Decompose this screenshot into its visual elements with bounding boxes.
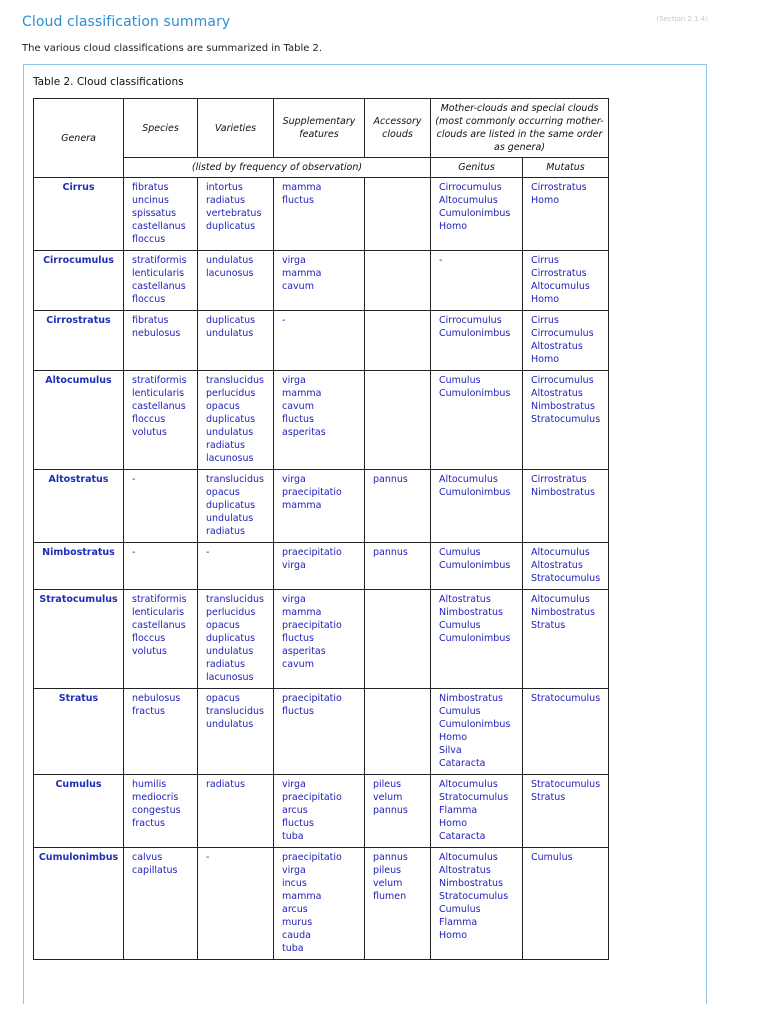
supplementary-item: mamma [282,500,322,511]
genus-cell: Stratus [34,689,124,775]
supplementary-item: incus [282,878,307,889]
species-item: stratiformis [132,594,187,605]
table-row [34,848,609,960]
genitus-item: Cumulonimbus [439,487,511,498]
varieties-item: - [206,852,210,863]
mutatus-item: Cirrocumulus [531,328,594,339]
supplementary-item: arcus [282,904,308,915]
genus-cell: Stratocumulus [34,590,124,689]
mutatus-cell [523,311,609,371]
accessory-item: velum [373,878,403,889]
genus-cell: Altostratus [34,470,124,543]
varieties-item: radiatus [206,440,245,451]
supplementary-cell [274,543,365,590]
species-item: - [132,474,136,485]
varieties-item: radiatus [206,195,245,206]
mutatus-item: Stratocumulus [531,414,601,425]
genitus-item: Cumulonimbus [439,719,511,730]
supplementary-item: mamma [282,182,322,193]
species-cell [124,590,198,689]
supplementary-item: murus [282,917,313,928]
varieties-cell [198,371,274,470]
species-cell [124,371,198,470]
accessory-item: pannus [373,474,408,485]
varieties-item: lacunosus [206,672,254,683]
varieties-item: translucidus [206,594,264,605]
varieties-item: intortus [206,182,243,193]
table-row [34,775,609,848]
species-item: fibratus [132,315,169,326]
genitus-item: Flamma [439,917,478,928]
genitus-item: Cumulus [439,620,481,631]
genitus-item: Cumulonimbus [439,560,511,571]
genitus-item: Cumulonimbus [439,633,511,644]
table-container [33,98,609,960]
mutatus-item: Altostratus [531,388,583,399]
supplementary-item: virga [282,779,306,790]
varieties-item: undulatus [206,646,254,657]
varieties-item: opacus [206,487,240,498]
varieties-item: duplicatus [206,633,256,644]
varieties-cell [198,311,274,371]
table-row [34,311,609,371]
species-cell [124,311,198,371]
genitus-cell [431,470,523,543]
genitus-item: Cataracta [439,758,486,769]
species-cell [124,689,198,775]
genitus-item: Cumulus [439,904,481,915]
mutatus-item: Nimbostratus [531,487,595,498]
accessory-cell [365,543,431,590]
genitus-item: Cumulus [439,547,481,558]
species-item: nebulosus [132,693,181,704]
genitus-cell [431,311,523,371]
mutatus-item: Cirrostratus [531,474,587,485]
header-frequency-note: (listed by frequency of observation) [124,158,431,178]
varieties-item: radiatus [206,659,245,670]
supplementary-item: fluctus [282,414,314,425]
species-item: volutus [132,646,167,657]
table-row [34,371,609,470]
supplementary-item: tuba [282,943,304,954]
genitus-item: Cumulonimbus [439,208,511,219]
mutatus-item: Nimbostratus [531,607,595,618]
species-item: calvus [132,852,163,863]
genitus-item: Nimbostratus [439,607,503,618]
species-item: uncinus [132,195,169,206]
table-row [34,178,609,251]
species-item: castellanus [132,221,186,232]
supplementary-cell [274,689,365,775]
header-mutatus: Mutatus [523,158,609,178]
accessory-item: pannus [373,852,408,863]
supplementary-item: arcus [282,805,308,816]
genitus-item: Cumulus [439,375,481,386]
supplementary-cell [274,178,365,251]
accessory-cell [365,251,431,311]
mutatus-cell [523,590,609,689]
mutatus-item: Altostratus [531,560,583,571]
genus-cell: Cirrus [34,178,124,251]
genitus-item: Silva [439,745,462,756]
supplementary-item: praecipitatio [282,852,342,863]
genus-cell: Nimbostratus [34,543,124,590]
header-varieties: Varieties [198,99,274,158]
mutatus-item: Stratocumulus [531,693,601,704]
varieties-item: radiatus [206,526,245,537]
species-item: floccus [132,234,166,245]
mutatus-item: Altocumulus [531,281,590,292]
supplementary-item: fluctus [282,633,314,644]
genus-cell: Cumulonimbus [34,848,124,960]
accessory-item: pileus [373,865,402,876]
table-row [34,543,609,590]
varieties-item: undulatus [206,255,254,266]
varieties-item: opacus [206,620,240,631]
varieties-item: opacus [206,693,240,704]
varieties-item: undulatus [206,427,254,438]
species-cell [124,251,198,311]
supplementary-item: praecipitatio [282,547,342,558]
supplementary-cell [274,470,365,543]
mutatus-cell [523,470,609,543]
varieties-item: lacunosus [206,453,254,464]
varieties-item: undulatus [206,719,254,730]
table-row [34,470,609,543]
varieties-cell [198,689,274,775]
varieties-item: undulatus [206,328,254,339]
mutatus-item: Altocumulus [531,547,590,558]
supplementary-item: - [282,315,286,326]
varieties-item: translucidus [206,706,264,717]
species-item: lenticularis [132,388,185,399]
genitus-item: - [439,255,443,266]
header-accessory-clouds: Accessory clouds [365,99,431,158]
varieties-item: lacunosus [206,268,254,279]
varieties-item: radiatus [206,779,245,790]
mutatus-item: Stratus [531,792,566,803]
table-row [34,590,609,689]
species-item: - [132,547,136,558]
mutatus-cell [523,543,609,590]
species-cell [124,178,198,251]
mutatus-item: Cirrus [531,315,559,326]
varieties-item: perlucidus [206,607,256,618]
mutatus-item: Stratocumulus [531,779,601,790]
header-mother-clouds-note: (most commonly occurring mother-clouds are listed in the same order as genera) [435,116,604,153]
genitus-item: Cumulus [439,706,481,717]
genitus-item: Altocumulus [439,474,498,485]
species-item: stratiformis [132,375,187,386]
species-item: mediocris [132,792,179,803]
species-cell [124,848,198,960]
supplementary-cell [274,371,365,470]
genitus-item: Cumulonimbus [439,328,511,339]
supplementary-item: praecipitatio [282,620,342,631]
species-cell [124,543,198,590]
supplementary-item: mamma [282,891,322,902]
genitus-item: Nimbostratus [439,693,503,704]
supplementary-cell [274,590,365,689]
varieties-item: vertebratus [206,208,262,219]
intro-paragraph: The various cloud classifications are summarized in Table 2. [22,43,323,54]
genus-cell: Cirrostratus [34,311,124,371]
species-item: congestus [132,805,181,816]
species-item: fractus [132,706,165,717]
table-body [34,178,609,960]
table-row [34,251,609,311]
mutatus-cell [523,689,609,775]
species-item: fractus [132,818,165,829]
page-title: Cloud classification summary [22,14,231,30]
genitus-item: Altocumulus [439,852,498,863]
varieties-item: translucidus [206,474,264,485]
header-genera: Genera [34,99,124,178]
header-species: Species [124,99,198,158]
supplementary-item: mamma [282,388,322,399]
species-item: floccus [132,633,166,644]
genitus-item: Cataracta [439,831,486,842]
mutatus-item: Cirrostratus [531,268,587,279]
mutatus-item: Cirrus [531,255,559,266]
genitus-item: Altostratus [439,865,491,876]
species-item: nebulosus [132,328,181,339]
accessory-cell [365,848,431,960]
species-item: humilis [132,779,167,790]
genitus-item: Cirrocumulus [439,182,502,193]
varieties-item: - [206,547,210,558]
varieties-item: undulatus [206,513,254,524]
accessory-cell [365,371,431,470]
accessory-item: pannus [373,805,408,816]
accessory-cell [365,775,431,848]
species-item: castellanus [132,401,186,412]
mutatus-item: Homo [531,195,560,206]
species-item: lenticularis [132,268,185,279]
mutatus-cell [523,848,609,960]
mutatus-item: Cirrostratus [531,182,587,193]
mutatus-cell [523,251,609,311]
varieties-cell [198,470,274,543]
genitus-cell [431,371,523,470]
genitus-cell [431,848,523,960]
genitus-cell [431,178,523,251]
supplementary-item: praecipitatio [282,693,342,704]
genitus-item: Homo [439,732,468,743]
genus-cell: Altocumulus [34,371,124,470]
supplementary-item: virga [282,560,306,571]
genitus-item: Homo [439,221,468,232]
supplementary-item: virga [282,594,306,605]
species-item: floccus [132,414,166,425]
supplementary-cell [274,311,365,371]
mutatus-item: Homo [531,294,560,305]
header-mother-clouds [431,99,609,158]
species-item: castellanus [132,620,186,631]
genitus-item: Nimbostratus [439,878,503,889]
mutatus-cell [523,371,609,470]
genitus-item: Flamma [439,805,478,816]
header-supplementary-features: Supplementary features [274,99,365,158]
mutatus-cell [523,178,609,251]
varieties-item: duplicatus [206,414,256,425]
varieties-cell [198,775,274,848]
species-item: stratiformis [132,255,187,266]
cloud-classification-table [33,98,609,960]
species-item: castellanus [132,281,186,292]
varieties-item: opacus [206,401,240,412]
species-cell [124,775,198,848]
supplementary-item: virga [282,865,306,876]
varieties-cell [198,251,274,311]
table-caption: Table 2. Cloud classifications [33,76,184,88]
supplementary-cell [274,251,365,311]
species-item: lenticularis [132,607,185,618]
mutatus-item: Altocumulus [531,594,590,605]
supplementary-item: cauda [282,930,311,941]
varieties-item: perlucidus [206,388,256,399]
supplementary-item: virga [282,474,306,485]
genitus-cell [431,543,523,590]
genitus-item: Altocumulus [439,779,498,790]
accessory-item: pannus [373,547,408,558]
supplementary-item: tuba [282,831,304,842]
species-item: volutus [132,427,167,438]
supplementary-item: cavum [282,659,314,670]
supplementary-cell [274,848,365,960]
supplementary-item: mamma [282,607,322,618]
supplementary-item: mamma [282,268,322,279]
varieties-cell [198,178,274,251]
varieties-item: duplicatus [206,315,256,326]
supplementary-item: fluctus [282,195,314,206]
genitus-cell [431,689,523,775]
supplementary-cell [274,775,365,848]
genitus-item: Cumulonimbus [439,388,511,399]
table-row [34,689,609,775]
accessory-item: flumen [373,891,407,902]
header-genitus: Genitus [431,158,523,178]
accessory-cell [365,689,431,775]
genitus-item: Cirrocumulus [439,315,502,326]
species-item: floccus [132,294,166,305]
accessory-cell [365,178,431,251]
accessory-item: pileus [373,779,402,790]
varieties-item: duplicatus [206,221,256,232]
varieties-cell [198,848,274,960]
mutatus-item: Altostratus [531,341,583,352]
supplementary-item: cavum [282,281,314,292]
mutatus-item: Cirrocumulus [531,375,594,386]
section-reference: (Section 2.1.4) [656,15,708,23]
supplementary-item: fluctus [282,706,314,717]
header-mother-clouds-title: Mother-clouds and special clouds [440,103,599,114]
varieties-item: translucidus [206,375,264,386]
genitus-item: Altostratus [439,594,491,605]
genitus-cell [431,775,523,848]
supplementary-item: asperitas [282,646,326,657]
species-item: fibratus [132,182,169,193]
accessory-item: velum [373,792,403,803]
genus-cell: Cirrocumulus [34,251,124,311]
genitus-item: Homo [439,818,468,829]
species-item: spissatus [132,208,177,219]
genitus-item: Stratocumulus [439,891,509,902]
supplementary-item: fluctus [282,818,314,829]
mutatus-cell [523,775,609,848]
species-cell [124,470,198,543]
genitus-cell [431,590,523,689]
supplementary-item: praecipitatio [282,487,342,498]
supplementary-item: asperitas [282,427,326,438]
supplementary-item: virga [282,255,306,266]
genitus-cell [431,251,523,311]
genitus-item: Homo [439,930,468,941]
mutatus-item: Stratus [531,620,566,631]
accessory-cell [365,311,431,371]
varieties-cell [198,543,274,590]
mutatus-item: Nimbostratus [531,401,595,412]
genitus-item: Stratocumulus [439,792,509,803]
mutatus-item: Cumulus [531,852,573,863]
genitus-item: Altocumulus [439,195,498,206]
genus-cell: Cumulus [34,775,124,848]
species-item: capillatus [132,865,178,876]
supplementary-item: virga [282,375,306,386]
accessory-cell [365,590,431,689]
varieties-cell [198,590,274,689]
mutatus-item: Homo [531,354,560,365]
supplementary-item: cavum [282,401,314,412]
varieties-item: duplicatus [206,500,256,511]
accessory-cell [365,470,431,543]
supplementary-item: praecipitatio [282,792,342,803]
mutatus-item: Stratocumulus [531,573,601,584]
